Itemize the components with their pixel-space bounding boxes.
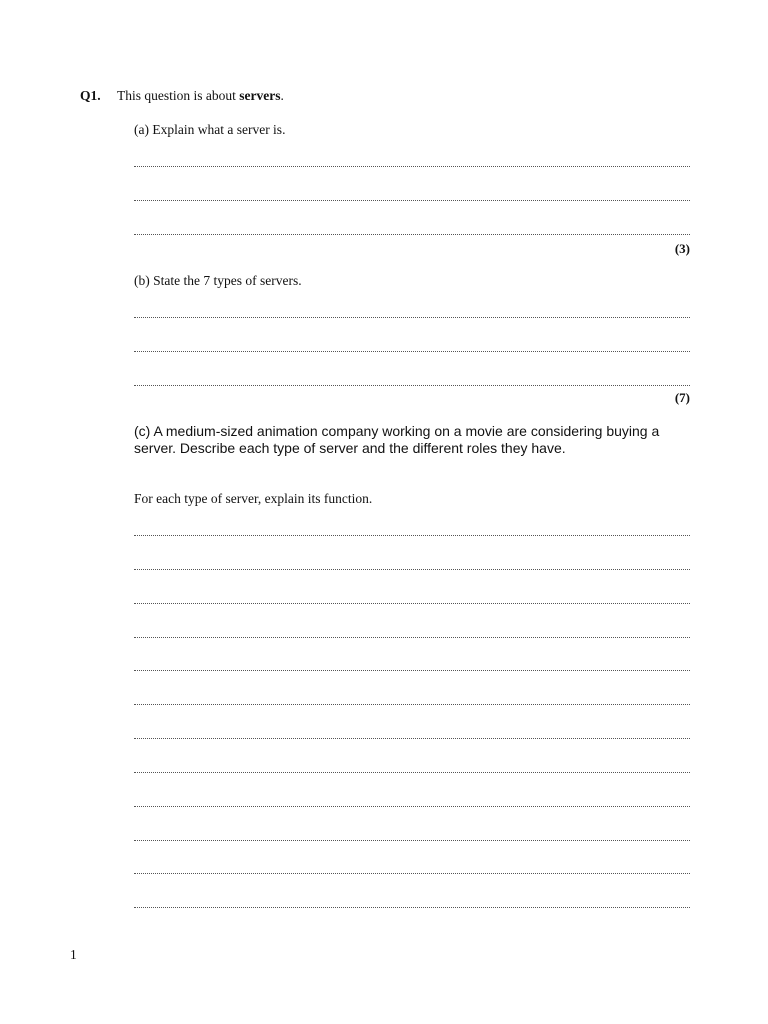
answer-line[interactable] [134,840,690,841]
part-a-prompt: (a) Explain what a server is. [134,122,286,137]
question-intro-prefix: This question is about [117,88,240,103]
part-c-prompt: (c) A medium-sized animation company working on a movie are considering buying a server. Describe each type of server and the different roles they have. [134,423,660,456]
answer-line[interactable] [134,907,690,908]
answer-line[interactable] [134,351,690,352]
question-intro-suffix: . [280,88,284,103]
answer-line[interactable] [134,637,690,638]
page-number: 1 [70,947,77,962]
answer-line[interactable] [134,569,690,570]
answer-line[interactable] [134,535,690,536]
part-b-prompt: (b) State the 7 types of servers. [134,273,302,288]
answer-line[interactable] [134,234,690,235]
answer-line[interactable] [134,603,690,604]
answer-line[interactable] [134,670,690,671]
answer-line[interactable] [134,806,690,807]
answer-line[interactable] [134,873,690,874]
answer-line[interactable] [134,166,690,167]
question-intro-keyword: servers [239,88,281,103]
answer-line[interactable] [134,200,690,201]
answer-line[interactable] [134,704,690,705]
answer-line[interactable] [134,772,690,773]
part-a-marks: (3) [674,241,690,256]
part-c-instruction: For each type of server, explain its function. [134,491,373,506]
question-number: Q1. [80,88,101,103]
part-b-marks: (7) [674,390,690,405]
answer-line[interactable] [134,385,690,386]
answer-line[interactable] [134,738,690,739]
question-intro [117,88,284,104]
answer-line[interactable] [134,317,690,318]
